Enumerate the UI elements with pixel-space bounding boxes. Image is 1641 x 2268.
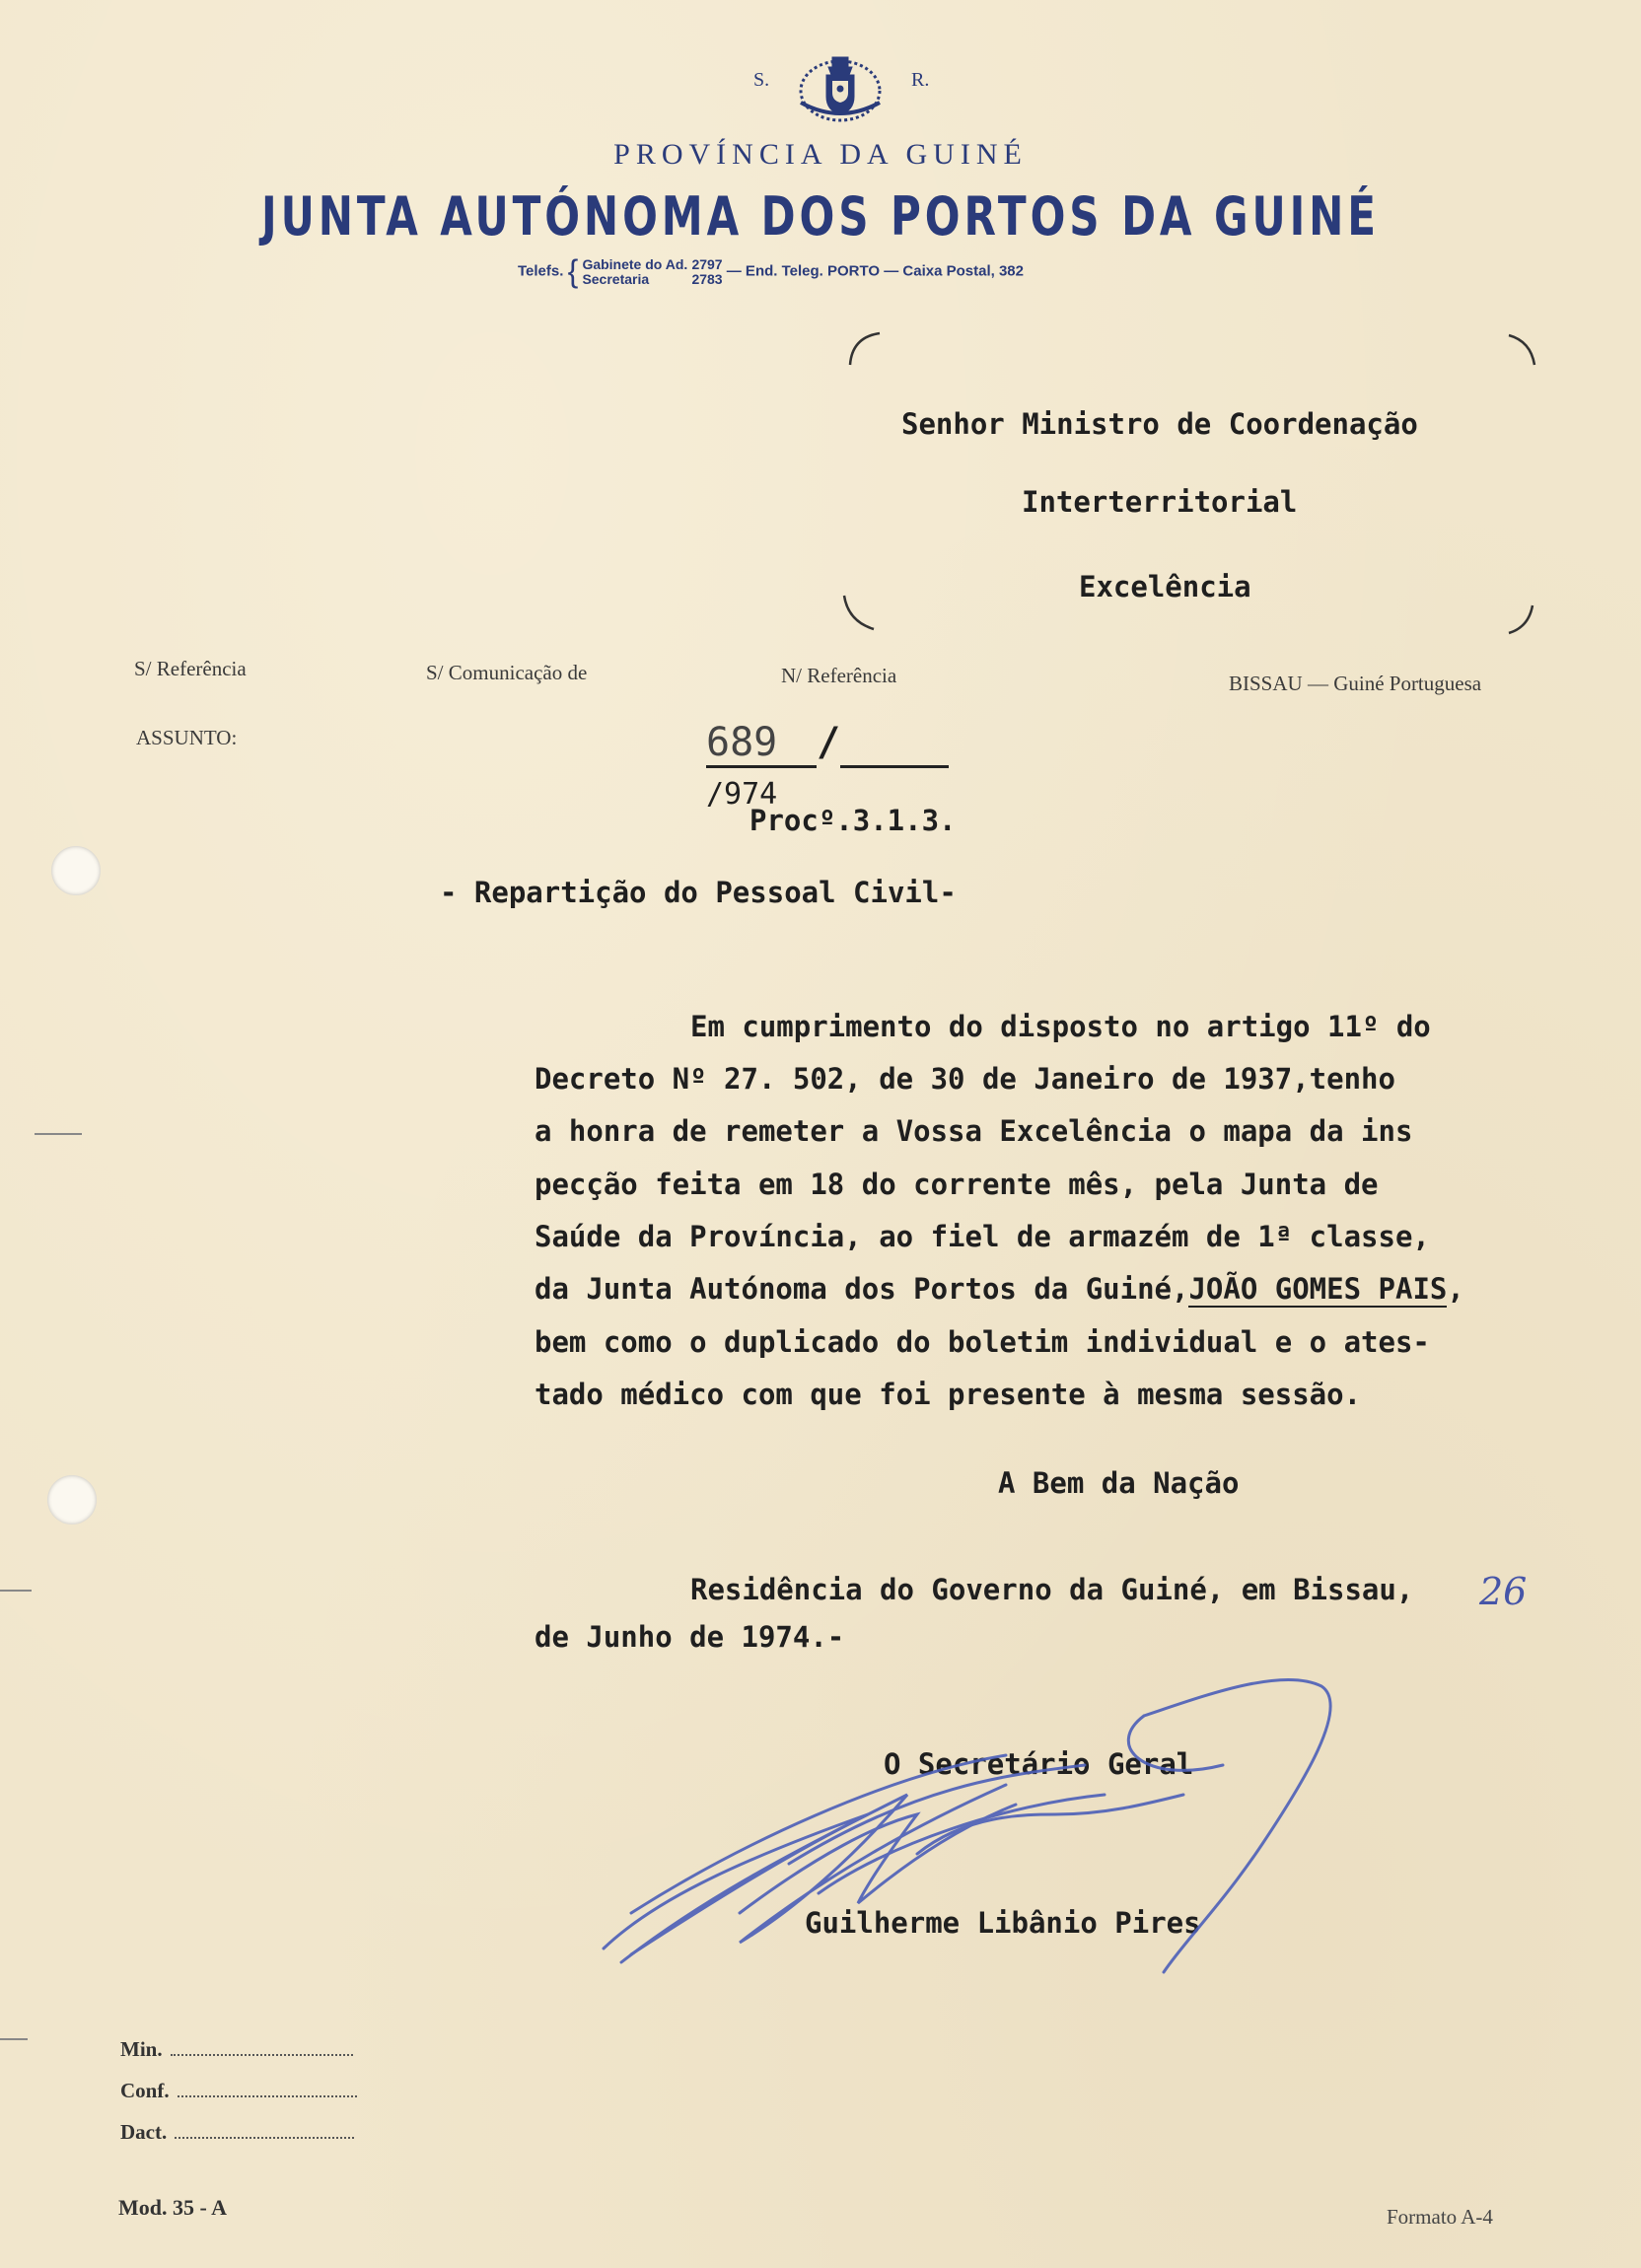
letterhead-s: S. [753,69,770,91]
brace-icon: { [567,253,579,289]
phone-secretary-label: Secretaria [582,270,650,287]
punch-hole-bottom [47,1475,97,1524]
min-label: Min. [120,2037,163,2061]
signatory-title: O Secretário Geral [884,1747,1194,1781]
body-line-8: tado médico com que foi presente à mesma sessão. [535,1378,1362,1411]
your-reference-label: S/ Referência [134,657,247,680]
addressee-line-2: Interterritorial [1022,485,1298,519]
your-communication-label: S/ Comunicação de [426,661,588,684]
phone-labels [582,257,687,287]
body-line-7: bem como o duplicado do boletim individual e o ates- [535,1325,1430,1359]
reference-separator-1: / [817,720,841,765]
conf-dotted-line [178,2080,357,2097]
phone-office-number: 2797 [691,255,723,272]
dact-field [120,2120,354,2145]
letterhead-r: R. [911,69,930,91]
phones-label: Telefs. [518,262,564,280]
place-label: BISSAU — Guiné Portuguesa [1229,672,1482,695]
body-line-1: Em cumprimento do disposto no artigo 11º do [690,1010,1431,1043]
dact-label: Dact. [120,2120,168,2144]
reference-blank [840,732,949,768]
residence-line-1: Residência do Governo da Guiné, em Bissau, [690,1573,1414,1606]
punch-hole-top [51,846,101,895]
coat-of-arms-icon [797,47,884,126]
margin-mark [0,1590,32,1592]
department-name: - Repartição do Pessoal Civil- [440,876,957,909]
subject-label: ASSUNTO: [136,726,238,749]
body-line-5: Saúde da Província, ao fiel de armazém de 1ª classe, [535,1220,1430,1253]
organization-name: JUNTA AUTÓNOMA DOS PORTOS DA GUINÉ [261,185,1380,248]
phone-secretary-number: 2783 [691,270,723,287]
letterhead-contacts [518,253,1024,290]
body-line-3: a honra de remeter a Vossa Excelência o mapa da ins [535,1114,1413,1148]
employee-name: JOÃO GOMES PAIS [1188,1272,1448,1306]
handwritten-signature-icon [592,1666,1400,1982]
min-dotted-line [171,2038,353,2056]
body-line-2: Decreto Nº 27. 502, de 30 de Janeiro de 1937,tenho [535,1062,1395,1096]
model-number: Mod. 35 - A [118,2195,227,2220]
conf-field [120,2079,357,2103]
margin-mark [0,2038,28,2040]
phone-office-label: Gabinete do Ad. [582,255,688,272]
body-line-6-suffix: , [1447,1272,1464,1306]
dact-dotted-line [175,2121,354,2139]
closing-salutation: A Bem da Nação [998,1466,1240,1500]
body-line-6-prefix: da Junta Autónoma dos Portos da Guiné, [535,1272,1189,1306]
stamped-number: 689 [706,720,817,768]
margin-mark [35,1133,82,1135]
province-name: PROVÍNCIA DA GUINÉ [613,138,1028,171]
body-line-6 [535,1272,1464,1306]
addressee-line-1: Senhor Ministro de Coordenação [901,407,1418,441]
residence-line-2: de Junho de 1974.- [535,1620,845,1654]
reference-number [706,720,1002,812]
reference-year: /974 [706,777,778,812]
handwritten-day: 26 [1479,1570,1528,1613]
conf-label: Conf. [120,2079,170,2102]
paper-format: Formato A-4 [1387,2205,1493,2229]
body-line-4: pecção feita em 18 do corrente mês, pela Junta de [535,1168,1379,1201]
our-reference-label: N/ Referência [781,664,897,687]
phone-numbers [691,257,722,287]
telegraph-and-postal-box: — End. Teleg. PORTO — Caixa Postal, 382 [726,262,1024,280]
min-field [120,2037,353,2062]
addressee-line-3: Excelência [1079,570,1251,603]
signatory-name: Guilherme Libânio Pires [805,1906,1201,1940]
process-number: Procº.3.1.3. [749,804,957,837]
